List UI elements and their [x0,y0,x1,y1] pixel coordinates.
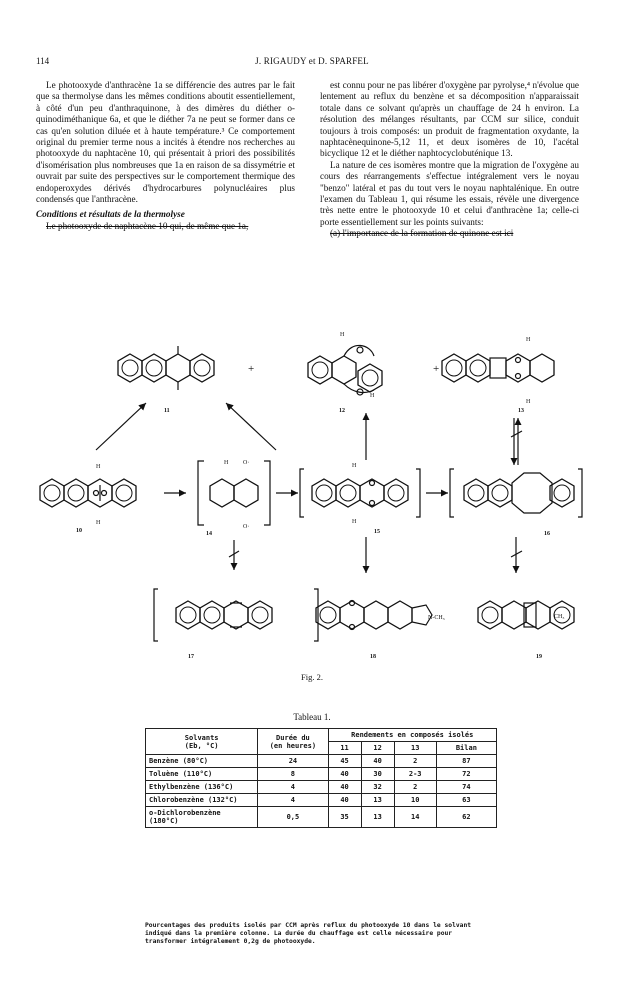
h-label: H [370,393,375,399]
header-bilan: Bilan [436,742,496,755]
cell-12: 32 [361,781,394,794]
h-label: H [352,463,357,469]
n-methyl-label: N-CH₃ [428,615,445,621]
results-table [145,728,497,828]
paragraph: La nature de ces isomères montre que la migration de l'oxygène au cours des réarrangements s'effectue intégralement vers le noyau "benzo" latéral et pas du tout vers le noyau naphtalénique. En outre l'examen du Tableau 1, qui résume les essais, révèle une divergence très nette entre le photooxyde 10 et celui d'anthracène 1a; celle-ci porte essentiellement sur les points suivants: [320,159,579,227]
label-18: 18 [370,654,376,660]
paragraph: Le photooxyde d'anthracène 1a se différencie des autres par le fait que sa thermolyse dans les mêmes conditions aboutit essentiellement, à côté d'un peu d'anthraquinone, à des dimères du diéther o-quinodiméthanique 6a, et que le diéther 7a ne peut se former dans ce cas qu'en solution diluée et à haute température.³ Ce comportement original du premier terme nous a incités à étendre nos recherches au photooxyde du naphtacène 10, qui présentait à priori des possibilités d'isomérisation plus nombreuses que 1a en raison de sa dissymétrie et ouvrait par suite des perspectives sur le comportement thermique des endoperoxydes dérivés d'hydrocarbures polynucléaires plus condensés que l'anthracène. [36,80,295,205]
cell-11: 40 [328,781,361,794]
running-head: J. RIGAUDY et D. SPARFEL [255,56,369,66]
header-yields: Rendements en composés isolés [328,729,497,742]
cell-duration: 4 [258,781,328,794]
cell-12: 30 [361,768,394,781]
cell-13: 14 [394,807,436,828]
table-row [146,807,497,828]
h-label: H [340,332,345,338]
right-column [320,80,579,238]
cell-solvent: Ethylbenzène (136°C) [146,781,258,794]
compound-16 [450,469,582,517]
compound-13 [442,354,554,382]
cell-solvent: o-Dichlorobenzène (180°C) [146,807,258,828]
cell-duration: 8 [258,768,328,781]
cell-12: 13 [361,794,394,807]
label-16: 16 [544,531,550,537]
table-title: Tableau 1. [293,712,331,722]
arrow [96,403,146,450]
compound-17 [154,589,318,641]
label-14: 14 [206,531,212,537]
compound-18 [316,601,432,630]
paragraph: est connu pour ne pas libérer d'oxygène par pyrolyse,⁴ n'évolue que lentement au reflux du benzène et sa décomposition n'apparaissait totale dans ce solvant qu'après un chauffage de 24 h environ. La résolution des mélanges résultants, par CCM sur silice, conduit toujours à trois composés: un produit de fragmentation oxydante, la naphtacènequinone-5,12 11, et deux isomères de 10, l'acétal bicyclique 12 et le diéther naphtocyclobuténique 13. [320,80,579,159]
table-footnote: Pourcentages des produits isolés par CCM après reflux du photooxyde 10 dans le solvant indiqué dans la première colonne. La durée du chauffage est celle nécessaire pour transformer intégralement 0,2g de photooxyde. [145,922,472,945]
header-11: 11 [328,742,361,755]
table-row [146,755,497,768]
label-13: 13 [518,408,524,414]
paragraph-cut: (a) l'importance de la formation de quinone est ici [330,228,514,239]
cell-13: 2-3 [394,768,436,781]
table-row [146,768,497,781]
cell-11: 40 [328,794,361,807]
cell-duration: 24 [258,755,328,768]
cell-bilan: 72 [436,768,496,781]
cell-11: 45 [328,755,361,768]
compound-10 [40,479,136,507]
compound-15 [300,469,420,517]
h-label: H [96,520,101,526]
methyl-label: CH₃ [554,614,565,620]
cell-12: 13 [361,807,394,828]
cell-solvent: Chlorobenzène (132°C) [146,794,258,807]
left-column [36,80,295,231]
figure-caption: Fig. 2. [301,672,323,682]
header-duration: Durée du (en heures) [258,729,328,755]
o-radical-label: O· [243,524,250,530]
cell-bilan: 62 [436,807,496,828]
o-radical-label: O· [243,460,250,466]
cell-13: 10 [394,794,436,807]
blocked-mark [511,431,522,437]
table-row [146,781,497,794]
h-label: H [526,399,531,405]
header-solvent: Solvants (Eb, °C) [146,729,258,755]
header-13: 13 [394,742,436,755]
compound-11 [118,346,214,390]
cell-13: 2 [394,781,436,794]
cell-bilan: 74 [436,781,496,794]
plus-sign: + [248,363,255,375]
reaction-scheme-figure [36,325,588,682]
cell-bilan: 87 [436,755,496,768]
header-12: 12 [361,742,394,755]
compound-12 [308,345,382,395]
label-15: 15 [374,529,380,535]
reaction-scheme [36,325,588,660]
cell-bilan: 63 [436,794,496,807]
label-19: 19 [536,654,542,660]
cell-duration: 0,5 [258,807,328,828]
cell-13: 2 [394,755,436,768]
page-header [36,56,588,70]
cell-12: 40 [361,755,394,768]
cell-solvent: Toluène (110°C) [146,768,258,781]
h-label: H [96,464,101,470]
h-label: H [526,337,531,343]
compound-14 [198,461,270,525]
table-header-row [146,729,497,742]
label-17: 17 [188,654,194,660]
section-title: Conditions et résultats de la thermolyse [36,209,185,220]
cell-11: 35 [328,807,361,828]
table-row [146,794,497,807]
h-label: H [224,460,229,466]
arrow [226,403,276,450]
cell-solvent: Benzène (80°C) [146,755,258,768]
cell-11: 40 [328,768,361,781]
paragraph-cut: Le photooxyde de naphtacène 10 qui, de même que 1a, [46,220,249,231]
label-12: 12 [339,408,345,414]
h-label: H [352,519,357,525]
plus-sign: + [433,363,440,375]
label-10: 10 [76,528,82,534]
label-11: 11 [164,408,170,414]
cell-duration: 4 [258,794,328,807]
page-number: 114 [36,56,50,66]
